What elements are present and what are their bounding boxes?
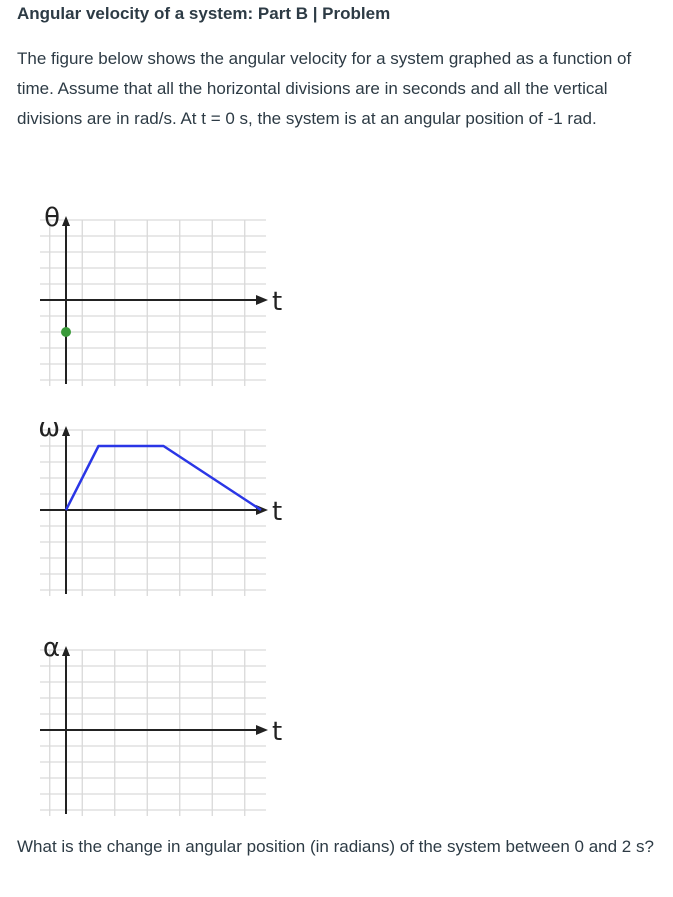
x-axis-label: t	[272, 717, 283, 747]
y-axis-label: θ	[44, 203, 60, 233]
question-text: What is the change in angular position (in radians) of the system between 0 and 2 s?	[17, 837, 654, 856]
x-axis-label: t	[272, 287, 283, 317]
grid	[40, 650, 266, 816]
x-axis-label: t	[272, 497, 283, 527]
alpha-graph	[0, 630, 673, 830]
theta-graph	[0, 200, 673, 400]
y-axis-label: α	[42, 633, 60, 663]
grid	[40, 430, 266, 596]
data-point	[61, 327, 71, 337]
x-axis-arrow	[256, 725, 268, 735]
y-axis-label: ω	[38, 413, 60, 443]
y-axis-arrow	[62, 646, 70, 656]
x-axis-arrow	[256, 295, 268, 305]
y-axis-arrow	[62, 216, 70, 226]
y-axis-arrow	[62, 426, 70, 436]
grid	[40, 220, 266, 386]
omega-graph	[0, 410, 673, 610]
problem-statement: The figure below shows the angular velocity for a system graphed as a function of time. Assume that all the horizontal divisions are in seconds and all the vertical divisions are in rad/s. At t = 0 s, the system is at an angular position of -1 rad.	[17, 49, 632, 128]
page-title: Angular velocity of a system: Part B | Problem	[17, 4, 391, 23]
